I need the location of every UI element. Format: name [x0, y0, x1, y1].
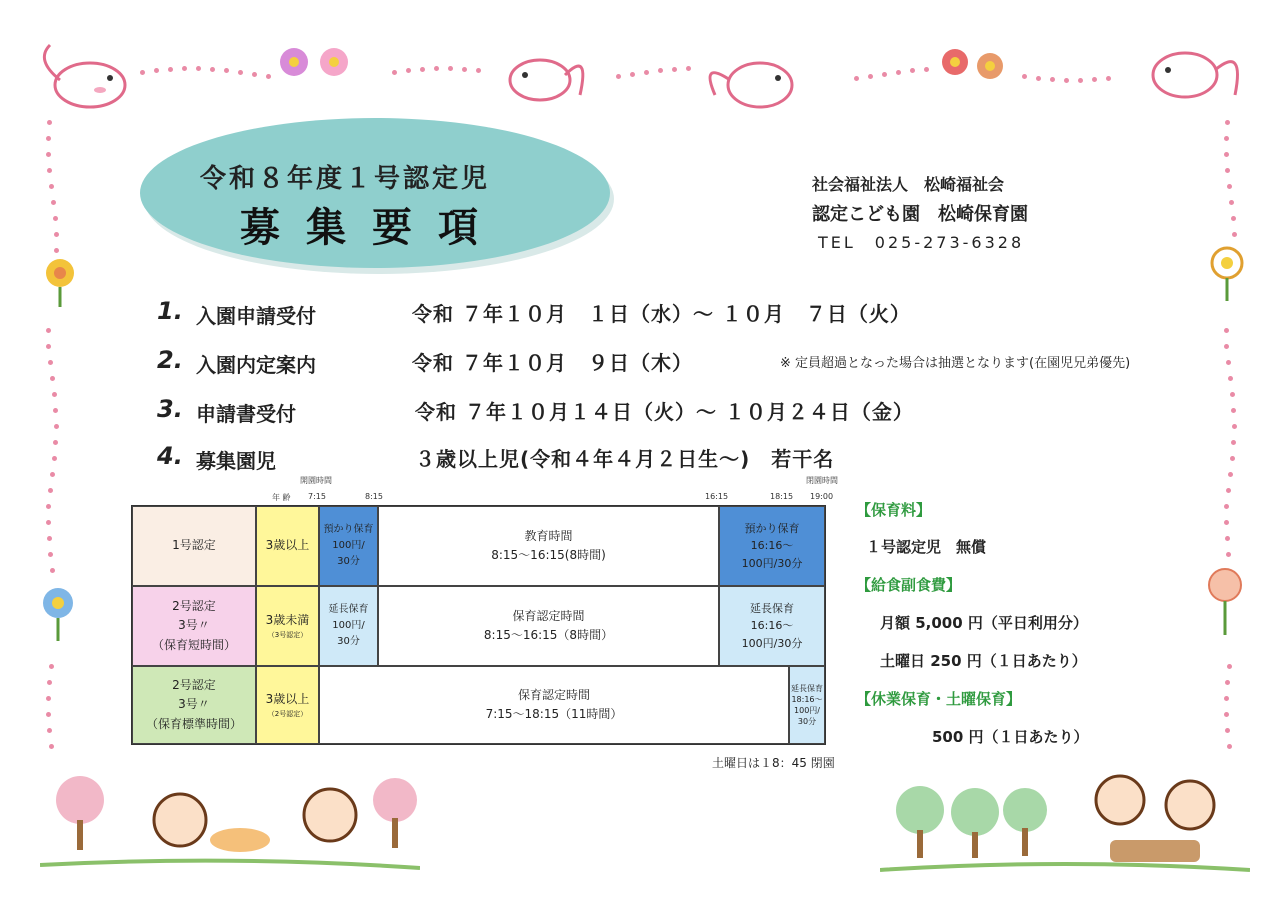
item-number: 1.: [157, 297, 183, 325]
border-dot: [434, 66, 439, 71]
age-header-label: 年 齢: [272, 493, 291, 502]
time-tick-0715: 7:15: [308, 492, 326, 501]
border-dot: [1225, 728, 1230, 733]
border-dot: [1224, 328, 1229, 333]
border-dot: [48, 488, 53, 493]
tuition-heading: 【保育料】: [856, 501, 932, 519]
border-dot: [46, 712, 51, 717]
flower-illustration-right-lower: [1195, 565, 1255, 640]
title-line-1: 令和８年度１号認定児: [200, 164, 491, 194]
border-dot: [462, 67, 467, 72]
border-dot: [910, 68, 915, 73]
title-line-2: 募集要項: [240, 205, 504, 251]
item-value: 令和 ７年１０月 ９日（木）: [412, 351, 693, 375]
table-row1-late-care: 預かり保育 16:16～ 100円/30分: [719, 506, 825, 586]
border-dot: [1064, 78, 1069, 83]
border-dot: [686, 66, 691, 71]
border-dot: [406, 68, 411, 73]
border-dot: [52, 392, 57, 397]
bird-illustration-top-left: [30, 30, 150, 120]
border-dot: [1230, 456, 1235, 461]
flower-illustration-top-right: [935, 40, 1015, 90]
border-dot: [53, 216, 58, 221]
table-row2-category: 2号認定 3号〃 （保育短時間）: [132, 586, 256, 666]
border-dot: [48, 360, 53, 365]
border-dot: [46, 344, 51, 349]
table-row1-category: 1号認定: [132, 506, 256, 586]
border-dot: [1227, 184, 1232, 189]
border-dot: [1106, 76, 1111, 81]
border-dot: [1225, 536, 1230, 541]
bird-illustration-top-center: [490, 40, 600, 110]
table-row3-age-cell: [256, 666, 319, 744]
border-dot: [46, 504, 51, 509]
border-dot: [47, 536, 52, 541]
border-dot: [1232, 424, 1237, 429]
flower-illustration-left-blue: [36, 585, 80, 645]
border-dot: [224, 68, 229, 73]
border-dot: [1226, 360, 1231, 365]
border-dot: [238, 70, 243, 75]
border-dot: [1092, 77, 1097, 82]
border-dot: [1224, 152, 1229, 157]
border-dot: [47, 728, 52, 733]
border-dot: [182, 66, 187, 71]
border-dot: [47, 680, 52, 685]
open-time-label: 開園時間: [300, 476, 332, 485]
meal-fee-monthly: 月額 5,000 円（平日利用分）: [880, 614, 1088, 632]
border-dot: [1225, 120, 1230, 125]
item-number: 3.: [157, 395, 183, 423]
time-tick-1615: 16:15: [705, 492, 729, 501]
meal-fee-saturday: 土曜日 250 円（１日あたり）: [880, 652, 1087, 670]
holiday-care-heading: 【休業保育・土曜保育】: [856, 690, 1022, 708]
border-dot: [1229, 200, 1234, 205]
border-dot: [644, 70, 649, 75]
border-dot: [46, 520, 51, 525]
border-dot: [51, 200, 56, 205]
item-label: 申請書受付: [196, 402, 296, 426]
table-row2-age-sub: （3号認定）: [267, 631, 308, 639]
border-dot: [1227, 664, 1232, 669]
border-dot: [252, 72, 257, 77]
border-dot: [54, 248, 59, 253]
table-row3-age: 3歳以上: [265, 691, 310, 706]
flower-illustration-top: [272, 40, 372, 90]
table-row3-category: 2号認定 3号〃 （保育標準時間）: [132, 666, 256, 744]
border-dot: [1050, 77, 1055, 82]
border-dot: [1231, 216, 1236, 221]
border-dot: [1227, 744, 1232, 749]
border-dot: [210, 67, 215, 72]
table-row1-age: 3歳以上: [256, 506, 319, 586]
border-dot: [1225, 680, 1230, 685]
item-label: 募集園児: [196, 449, 276, 473]
border-dot: [1224, 136, 1229, 141]
item-value: ３歳以上児(令和４年４月２日生～) 若干名: [415, 447, 835, 471]
item-value: 令和 ７年１０月１４日（火）～ １０月２４日（金）: [415, 400, 914, 424]
table-row3-age-sub: （2号認定）: [267, 710, 308, 718]
border-dot: [46, 136, 51, 141]
org-corporation: 社会福祉法人 松崎福祉会: [812, 175, 1005, 194]
item-label: 入園内定案内: [196, 353, 316, 377]
flower-illustration-right: [1205, 245, 1249, 305]
border-dot: [1231, 440, 1236, 445]
children-illustration-bottom-left: [40, 760, 420, 880]
border-dot: [47, 168, 52, 173]
time-tick-1900: 19:00: [810, 492, 834, 501]
close-time-label: 閉園時間: [806, 476, 838, 485]
border-dot: [1232, 232, 1237, 237]
border-dot: [1036, 76, 1041, 81]
table-row1-early-care: 預かり保育 100円/ 30分: [319, 506, 378, 586]
border-dot: [53, 408, 58, 413]
border-dot: [52, 456, 57, 461]
item-note: ※ 定員超過となった場合は抽選となります(在園児兄弟優先): [780, 356, 1131, 371]
border-dot: [49, 184, 54, 189]
border-dot: [46, 328, 51, 333]
border-dot: [1231, 408, 1236, 413]
flower-illustration-left: [40, 255, 80, 310]
border-dot: [48, 552, 53, 557]
item-number: 2.: [157, 346, 183, 374]
border-dot: [1224, 344, 1229, 349]
table-row2-age: 3歳未満: [265, 612, 310, 627]
border-dot: [630, 72, 635, 77]
item-label: 入園申請受付: [196, 304, 316, 328]
tuition-value: １号認定児 無償: [866, 538, 987, 556]
border-dot: [46, 696, 51, 701]
border-dot: [54, 424, 59, 429]
border-dot: [854, 76, 859, 81]
table-footnote: 土曜日は１8：45 閉園: [712, 756, 835, 770]
border-dot: [1224, 504, 1229, 509]
border-dot: [392, 70, 397, 75]
item-value: 令和 ７年１０月 １日（水）～ １０月 ７日（火）: [412, 302, 911, 326]
border-dot: [49, 744, 54, 749]
border-dot: [50, 376, 55, 381]
border-dot: [896, 70, 901, 75]
org-phone: TEL 025-273-6328: [818, 233, 1025, 252]
border-dot: [46, 152, 51, 157]
border-dot: [1224, 520, 1229, 525]
holiday-care-value: 500 円（１日あたり）: [932, 728, 1089, 746]
border-dot: [1230, 392, 1235, 397]
table-row2-age-cell: [256, 586, 319, 666]
border-dot: [266, 74, 271, 79]
border-dot: [50, 472, 55, 477]
border-dot: [882, 72, 887, 77]
border-dot: [658, 68, 663, 73]
border-dot: [1022, 74, 1027, 79]
item-number: 4.: [157, 442, 183, 470]
border-dot: [924, 67, 929, 72]
schedule-table: [131, 505, 826, 745]
border-dot: [1224, 712, 1229, 717]
bird-illustration-top-right: [700, 40, 830, 120]
table-row1-main-hours: 教育時間 8:15～16:15(8時間): [378, 506, 719, 586]
bird-illustration-corner-right: [1130, 35, 1250, 115]
border-dot: [50, 568, 55, 573]
border-dot: [616, 74, 621, 79]
table-row2-main-hours: 保育認定時間 8:15～16:15（8時間）: [378, 586, 719, 666]
time-tick-1815: 18:15: [770, 492, 794, 501]
children-illustration-bottom-right: [880, 770, 1250, 880]
border-dot: [54, 232, 59, 237]
border-dot: [420, 67, 425, 72]
meal-fee-heading: 【給食副食費】: [856, 576, 962, 594]
border-dot: [1226, 488, 1231, 493]
border-dot: [196, 66, 201, 71]
border-dot: [476, 68, 481, 73]
border-dot: [154, 68, 159, 73]
border-dot: [868, 74, 873, 79]
border-dot: [1226, 552, 1231, 557]
border-dot: [53, 440, 58, 445]
time-tick-0815: 8:15: [365, 492, 383, 501]
border-dot: [49, 664, 54, 669]
table-row2-late-care: 延長保育 16:16～ 100円/30分: [719, 586, 825, 666]
table-row2-early-care: 延長保育 100円/ 30分: [319, 586, 378, 666]
border-dot: [47, 120, 52, 125]
table-row3-late-care: 延長保育 18:16～ 100円/ 30分: [789, 666, 825, 744]
border-dot: [448, 66, 453, 71]
border-dot: [1078, 78, 1083, 83]
border-dot: [672, 67, 677, 72]
border-dot: [1224, 696, 1229, 701]
border-dot: [168, 67, 173, 72]
border-dot: [1225, 168, 1230, 173]
org-school-name: 認定こども園 松崎保育園: [812, 204, 1028, 225]
border-dot: [1228, 472, 1233, 477]
table-row3-main-hours: 保育認定時間 7:15～18:15（11時間）: [319, 666, 789, 744]
border-dot: [1228, 376, 1233, 381]
